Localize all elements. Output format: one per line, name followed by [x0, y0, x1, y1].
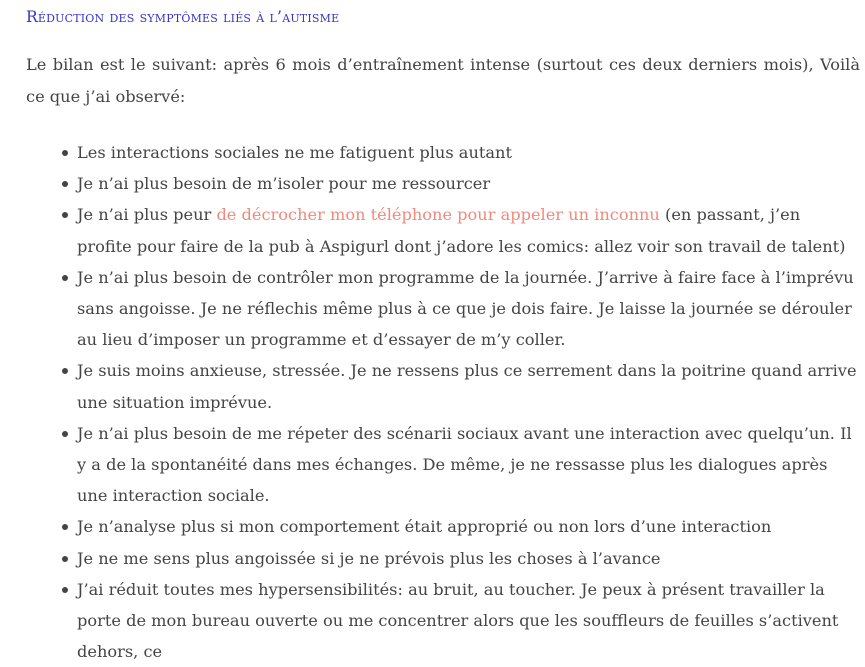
list-item-text: Je n’ai plus peur	[77, 205, 217, 225]
section-heading: Réduction des symptômes liés à l’autisme	[26, 8, 340, 26]
list-item: Je suis moins anxieuse, stressée. Je ne ressens plus ce serrement dans la poitrine quand arrive une situation imprévue.	[77, 355, 860, 417]
list-item: Je n’ai plus besoin de me répeter des scénarii sociaux avant une interaction avec quelqu’un. Il y a de la spontanéité dans mes échanges. De même, je ne ressasse plus les dialogues après une interaction sociale.	[77, 418, 860, 512]
list-item: Je n’ai plus besoin de contrôler mon programme de la journée. J’arrive à faire face à l’imprévu sans angoisse. Je ne réflechis même plus à ce que je dois faire. Je laisse la journée se dérouler au lieu d’imposer un programme et d’essayer de m’y coller.	[77, 262, 860, 356]
list-item: J’ai réduit toutes mes hypersensibilités: au bruit, au toucher. Je peux à présent travailler la porte de mon bureau ouverte ou me concentrer alors que les souffleurs de feuilles s’activent dehors, ce	[77, 574, 860, 667]
list-item	[77, 199, 860, 261]
observations-list	[77, 137, 860, 667]
list-item: Les interactions sociales ne me fatiguent plus autant	[77, 137, 860, 168]
intro-paragraph: Le bilan est le suivant: après 6 mois d’entraînement intense (surtout ces deux derniers mois), Voilà ce que j’ai observé:	[26, 55, 860, 106]
list-item: Je n’ai plus besoin de m’isoler pour me ressourcer	[77, 168, 860, 199]
phone-fear-link[interactable]: de décrocher mon téléphone pour appeler un inconnu	[216, 205, 660, 225]
list-item: Je n’analyse plus si mon comportement était approprié ou non lors d’une interaction	[77, 511, 860, 542]
list-item: Je ne me sens plus angoissée si je ne prévois plus les choses à l’avance	[77, 543, 860, 574]
list-item-text: (en passant, j’en profite pour faire de la pub à Aspigurl dont j’adore les comics: allez voir son travail de talent)	[77, 205, 846, 256]
